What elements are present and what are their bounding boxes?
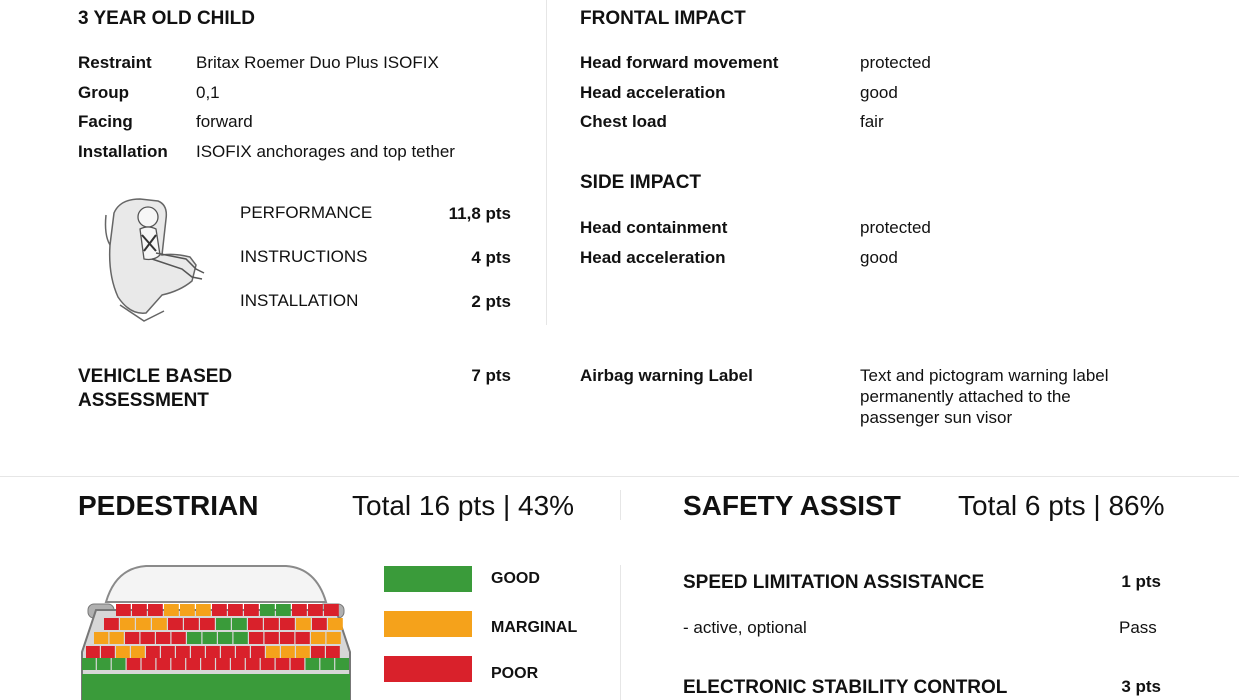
hood-cell xyxy=(296,632,310,644)
side-row-label: Head containment xyxy=(580,218,728,237)
airbag-text-2: permanently attached to the xyxy=(860,387,1071,406)
speed-limitation-result: Pass xyxy=(1119,618,1157,637)
hood-cell xyxy=(216,658,230,670)
hood-cell xyxy=(264,618,279,630)
side-title: SIDE IMPACT xyxy=(580,172,702,193)
vehicle-assessment-pts: 7 pts xyxy=(471,366,511,385)
hood-cell xyxy=(112,658,126,670)
hood-cell xyxy=(335,658,349,670)
hood-cell xyxy=(324,604,339,616)
installation-pts: 2 pts xyxy=(471,292,511,311)
airbag-label: Airbag warning Label xyxy=(580,366,753,385)
hood-cell xyxy=(148,604,163,616)
performance-pts: 11,8 pts xyxy=(448,204,511,223)
hood-cell xyxy=(291,658,305,670)
hood-cell xyxy=(120,618,135,630)
frontal-row-value: good xyxy=(860,83,898,102)
hood-cell xyxy=(191,646,205,658)
restraint-value: Britax Roemer Duo Plus ISOFIX xyxy=(196,53,439,72)
esc-pts: 3 pts xyxy=(1121,677,1161,696)
hood-cell xyxy=(276,604,291,616)
top-column-divider xyxy=(546,0,547,325)
hood-cell xyxy=(180,604,195,616)
hood-cell xyxy=(327,632,341,644)
hood-cell xyxy=(218,632,232,644)
hood-cell xyxy=(97,658,111,670)
hood-cell xyxy=(142,658,156,670)
hood-cell xyxy=(231,658,245,670)
hood-cell xyxy=(187,632,201,644)
hood-cell xyxy=(136,618,151,630)
hood-cell xyxy=(311,632,325,644)
hood-cell xyxy=(312,618,327,630)
hood-cell xyxy=(86,646,100,658)
hood-cell xyxy=(296,618,311,630)
hood-cell xyxy=(232,618,247,630)
hood-cell xyxy=(168,618,183,630)
hood-cell xyxy=(216,618,231,630)
hood-cell xyxy=(196,604,211,616)
hood-cell xyxy=(308,604,323,616)
airbag-text-1: Text and pictogram warning label xyxy=(860,366,1109,385)
hood-cell xyxy=(311,646,325,658)
hood-cell xyxy=(296,646,310,658)
hood-cell xyxy=(281,646,295,658)
frontal-title: FRONTAL IMPACT xyxy=(580,8,746,29)
hood-cell xyxy=(200,618,215,630)
hood-cell xyxy=(248,618,263,630)
hood-cell xyxy=(176,646,190,658)
hood-cell xyxy=(203,632,217,644)
legend-good-label: GOOD xyxy=(491,570,540,587)
hood-cell xyxy=(251,646,265,658)
hood-cell xyxy=(260,604,275,616)
bottom-column-divider xyxy=(620,490,621,520)
hood-cell xyxy=(212,604,227,616)
legend-poor-label: POOR xyxy=(491,665,539,682)
speed-limitation-label: SPEED LIMITATION ASSISTANCE xyxy=(683,572,985,593)
group-label: Group xyxy=(78,83,129,102)
safety-title: SAFETY ASSIST xyxy=(683,490,901,521)
hood-cell xyxy=(161,646,175,658)
hood-cell xyxy=(265,632,279,644)
frontal-row-label: Head acceleration xyxy=(580,83,726,102)
child-title: 3 YEAR OLD CHILD xyxy=(78,8,256,29)
hood-cell xyxy=(125,632,139,644)
frontal-row-value: protected xyxy=(860,53,931,72)
hood-cell xyxy=(280,618,295,630)
hood-cell xyxy=(131,646,145,658)
legend-good-swatch xyxy=(384,566,472,592)
hood-cell xyxy=(164,604,179,616)
hood-cell xyxy=(292,604,307,616)
pedestrian-car-diagram xyxy=(76,562,356,700)
frontal-row-value: fair xyxy=(860,112,884,131)
side-row-label: Head acceleration xyxy=(580,248,726,267)
facing-label: Facing xyxy=(78,112,133,131)
airbag-text-3: passenger sun visor xyxy=(860,408,1013,427)
restraint-label: Restraint xyxy=(78,53,152,72)
hood-cell xyxy=(184,618,199,630)
legend-marginal-swatch xyxy=(384,611,472,637)
hood-cell xyxy=(172,632,186,644)
speed-limitation-pts: 1 pts xyxy=(1121,572,1161,591)
facing-value: forward xyxy=(196,112,253,131)
hood-cell xyxy=(171,658,185,670)
instructions-label: INSTRUCTIONS xyxy=(240,247,368,266)
group-value: 0,1 xyxy=(196,83,220,102)
hood-cell xyxy=(82,658,96,670)
frontal-row-label: Head forward movement xyxy=(580,53,779,72)
section-divider xyxy=(0,476,1239,477)
hood-cell xyxy=(246,658,260,670)
vehicle-assessment-label-2: ASSESSMENT xyxy=(78,390,209,411)
hood-cell xyxy=(261,658,275,670)
legend-marginal-label: MARGINAL xyxy=(491,619,578,636)
performance-label: PERFORMANCE xyxy=(240,203,373,222)
hood-cell xyxy=(186,658,200,670)
hood-cell xyxy=(104,618,119,630)
hood-cell xyxy=(221,646,235,658)
frontal-row-label: Chest load xyxy=(580,112,667,131)
instructions-pts: 4 pts xyxy=(471,248,511,267)
hood-cell xyxy=(236,646,250,658)
hood-cell xyxy=(132,604,147,616)
hood-cell xyxy=(249,632,263,644)
hood-cell xyxy=(276,658,290,670)
vehicle-assessment-label: VEHICLE BASED xyxy=(78,366,233,387)
hood-cell xyxy=(234,632,248,644)
hood-cell xyxy=(280,632,294,644)
hood-cell xyxy=(326,646,340,658)
child-seat-icon xyxy=(100,195,220,323)
hood-cell xyxy=(156,632,170,644)
hood-cell xyxy=(320,658,334,670)
pedestrian-total: Total 16 pts | 43% xyxy=(352,490,575,521)
hood-cell xyxy=(152,618,167,630)
hood-cell xyxy=(244,604,259,616)
bottom-column-divider-2 xyxy=(620,565,621,700)
side-row-value: protected xyxy=(860,218,931,237)
hood-cell xyxy=(110,632,124,644)
speed-limitation-sub: - active, optional xyxy=(683,618,807,637)
hood-cell xyxy=(94,632,108,644)
hood-cell xyxy=(157,658,171,670)
pedestrian-title: PEDESTRIAN xyxy=(78,490,259,521)
hood-cell xyxy=(116,646,130,658)
hood-cell xyxy=(127,658,141,670)
installation-label: Installation xyxy=(78,142,168,161)
hood-cell xyxy=(266,646,280,658)
hood-cell xyxy=(146,646,160,658)
installation-score-label: INSTALLATION xyxy=(240,291,359,310)
side-row-value: good xyxy=(860,248,898,267)
safety-total: Total 6 pts | 86% xyxy=(958,490,1165,521)
esc-label: ELECTRONIC STABILITY CONTROL xyxy=(683,677,1008,698)
hood-cell xyxy=(201,658,215,670)
installation-value: ISOFIX anchorages and top tether xyxy=(196,142,455,161)
hood-cell xyxy=(206,646,220,658)
hood-cell xyxy=(101,646,115,658)
hood-cell xyxy=(116,604,131,616)
hood-cell xyxy=(141,632,155,644)
hood-cell xyxy=(328,618,343,630)
legend-poor-swatch xyxy=(384,656,472,682)
hood-cell xyxy=(228,604,243,616)
hood-cell xyxy=(306,658,320,670)
